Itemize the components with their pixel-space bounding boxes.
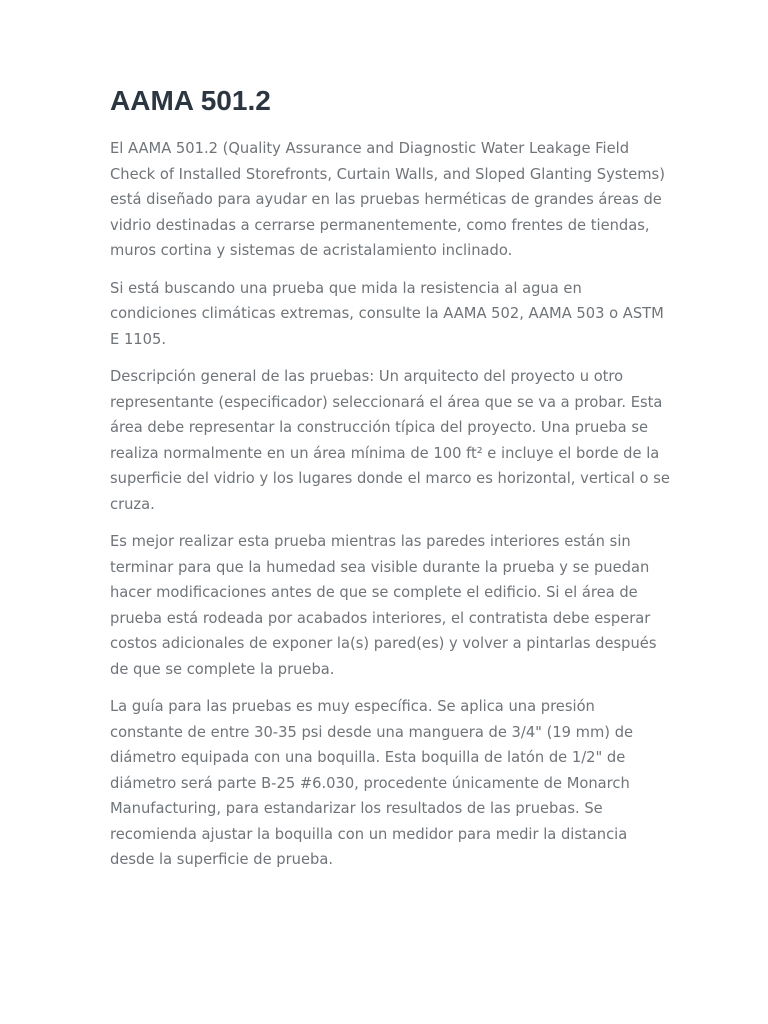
document-page [110,84,670,885]
paragraph-intro: El AAMA 501.2 (Quality Assurance and Diagnostic Water Leakage Field Check of Installed Storefronts, Curtain Walls, and Sloped Glanting Systems) está diseñado para ayudar en las pruebas herméticas de grandes áreas de vidrio destinadas a cerrarse permanentemente, como frentes de tiendas, muros cortina y sistemas de acristalamiento inclinado. [110,140,665,259]
paragraph-interior-walls: Es mejor realizar esta prueba mientras las paredes interiores están sin terminar para que la humedad sea visible durante la prueba y se puedan hacer modificaciones antes de que se complete el edificio. Si el área de prueba está rodeada por acabados interiores, el contratista debe esperar costos adicionales de exponer la(s) pared(es) y volver a pintarlas después de que se complete la prueba. [110,533,657,678]
paragraph-extreme-conditions: Si está buscando una prueba que mida la resistencia al agua en condiciones climáticas extremas, consulte la AAMA 502, AAMA 503 o ASTM E 1105. [110,279,664,348]
paragraph-test-guide: La guía para las pruebas es muy específica. Se aplica una presión constante de entre 30-35 psi desde una manguera de 3/4" (19 mm) de diámetro equipada con una boquilla. Esta boquilla de latón de 1/2" de diámetro será parte B-25 #6.030, procedente únicamente de Monarch Manufacturing, para estandarizar los resultados de las pruebas. Se recomienda ajustar la boquilla con un medidor para medir la distancia desde la superficie de prueba. [110,698,634,868]
document-title: AAMA 501.2 [110,85,271,116]
paragraph-test-overview: Descripción general de las pruebas: Un arquitecto del proyecto u otro representante (especificador) seleccionará el área que se va a probar. Esta área debe representar la construcción típica del proyecto. Una prueba se realiza normalmente en un área mínima de 100 ft² e incluye el borde de la superficie del vidrio y los lugares donde el marco es horizontal, vertical o se cruza. [110,368,670,513]
